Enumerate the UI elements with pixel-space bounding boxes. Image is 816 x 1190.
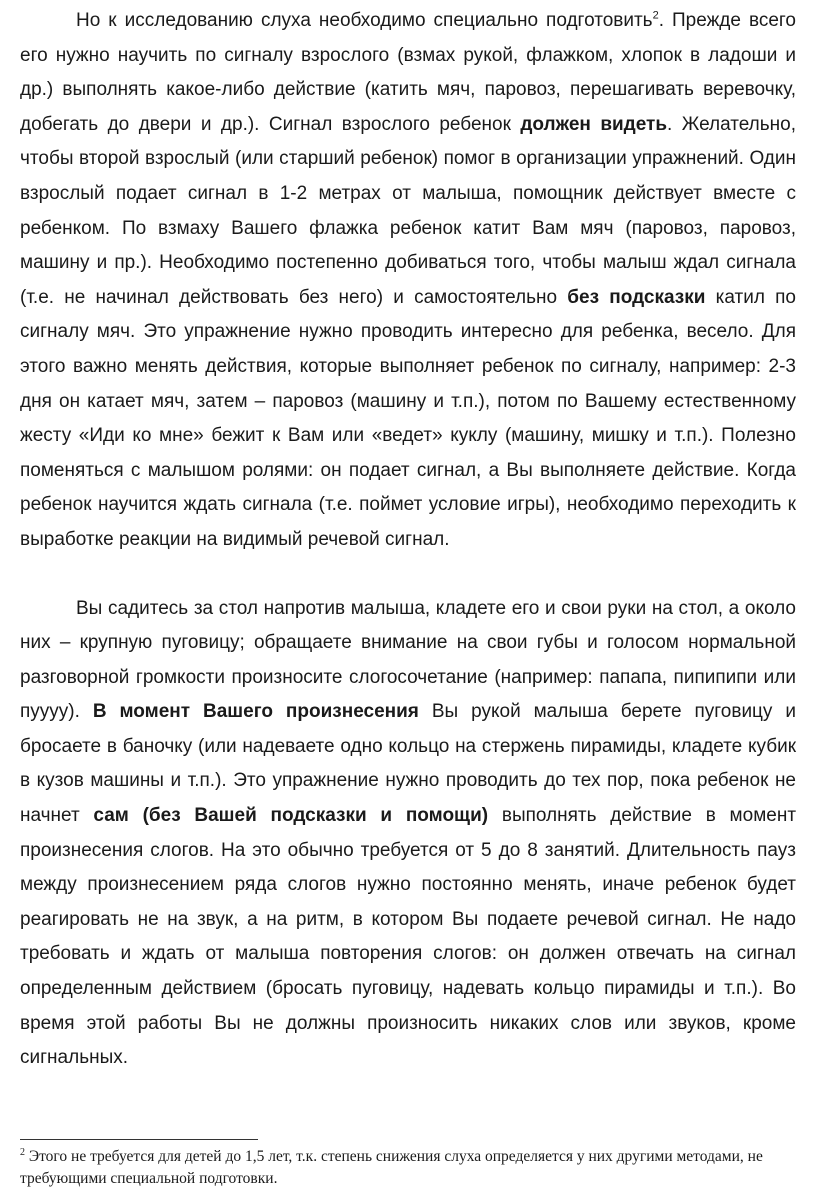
emphasis-text: должен видеть <box>520 113 668 135</box>
footnote-reference: 2 <box>652 9 659 22</box>
paragraph-text: катил по сигналу мяч. Это упражнение нужно проводить интересно для ребенка, весело. Для этого важно менять действия, которые выполняет ребенок по сигналу, например: 2-3 дня он катает мяч, затем – паровоз (машину и т.п.), потом по Вашему естественному жесту «Иди ко мне» бежит к Вам или «ведет» куклу (машину, мишку и т.п.). Полезно поменяться с малышом ролями: он подает сигнал, а Вы выполняете действие. Когда ребенок научится ждать сигнала (т.е. поймет условие игры), необходимо переходить к выработке реакции на видимый речевой сигнал. <box>20 286 796 550</box>
emphasis-text: сам (без Вашей подсказки и помощи) <box>93 805 489 827</box>
paragraph-text: Вы садитесь за стол напротив малыша, кладете его и свои руки на стол, а около них – крупную пуговицу; обращаете внимание на свои губы и голосом нормальной разговорной громкости произносите слогосочетание (например: папапа, пипипипи или пуууу). <box>20 597 796 723</box>
footnote-text: Этого не требуется для детей до 1,5 лет, т.к. степень снижения слуха определяется у них другими методами, не требующими специальной подготовки. <box>20 1148 763 1187</box>
footnote-marker: 2 <box>20 1146 25 1158</box>
paragraph-2 <box>20 592 796 1076</box>
paragraph-text: . Желательно, чтобы второй взрослый (или старший ребенок) помог в организации упражнений. Один взрослый подает сигнал в 1-2 метрах от малыша, помощник действует вместе с ребенком. По взмаху Вашего флажка ребенок катит Вам мяч (паровоз, паровоз, машину и пр.). Необходимо постепенно добиваться того, чтобы малыш ждал сигнала (т.е. не начинал действовать без него) и самостоятельно <box>20 113 797 308</box>
footnote-divider <box>20 1139 258 1140</box>
paragraph-text: . Прежде всего его нужно научить по сигналу взрослого (взмах рукой, флажком, хлопок в ладоши и др.) выполнять какое-либо действие (катить мяч, паровоз, перешагивать веревочку, добегать до двери и др.). Сигнал взрослого ребенок <box>20 10 796 135</box>
paragraph-text: Но к исследованию слуха необходимо специально подготовить <box>76 10 653 31</box>
emphasis-text: В момент Вашего произнесения <box>92 701 419 723</box>
paragraph-1 <box>20 4 796 558</box>
paragraph-text: Вы рукой малыша берете пуговицу и бросаете в баночку (или надеваете одно кольцо на стержень пирамиды, кладете кубик в кузов машины и т.п.). Это упражнение нужно проводить до тех пор, пока ребенок не начнет <box>20 701 796 827</box>
paragraph-text: выполнять действие в момент произнесения слогов. На это обычно требуется от 5 до 8 занятий. Длительность пауз между произнесением ряда слогов нужно постоянно менять, иначе ребенок будет реагировать не на звук, а на ритм, в котором Вы подаете речевой сигнал. Не надо требовать и ждать от малыша повторения слогов: он должен отвечать на сигнал определенным действием (бросать пуговицу, надевать кольцо пирамиды и т.п.). Во время этой работы Вы не должны произносить никаких слов или звуков, кроме сигнальных. <box>20 805 797 1069</box>
footnote <box>20 1146 796 1190</box>
emphasis-text: без подсказки <box>567 286 706 308</box>
document-page <box>20 0 796 1076</box>
